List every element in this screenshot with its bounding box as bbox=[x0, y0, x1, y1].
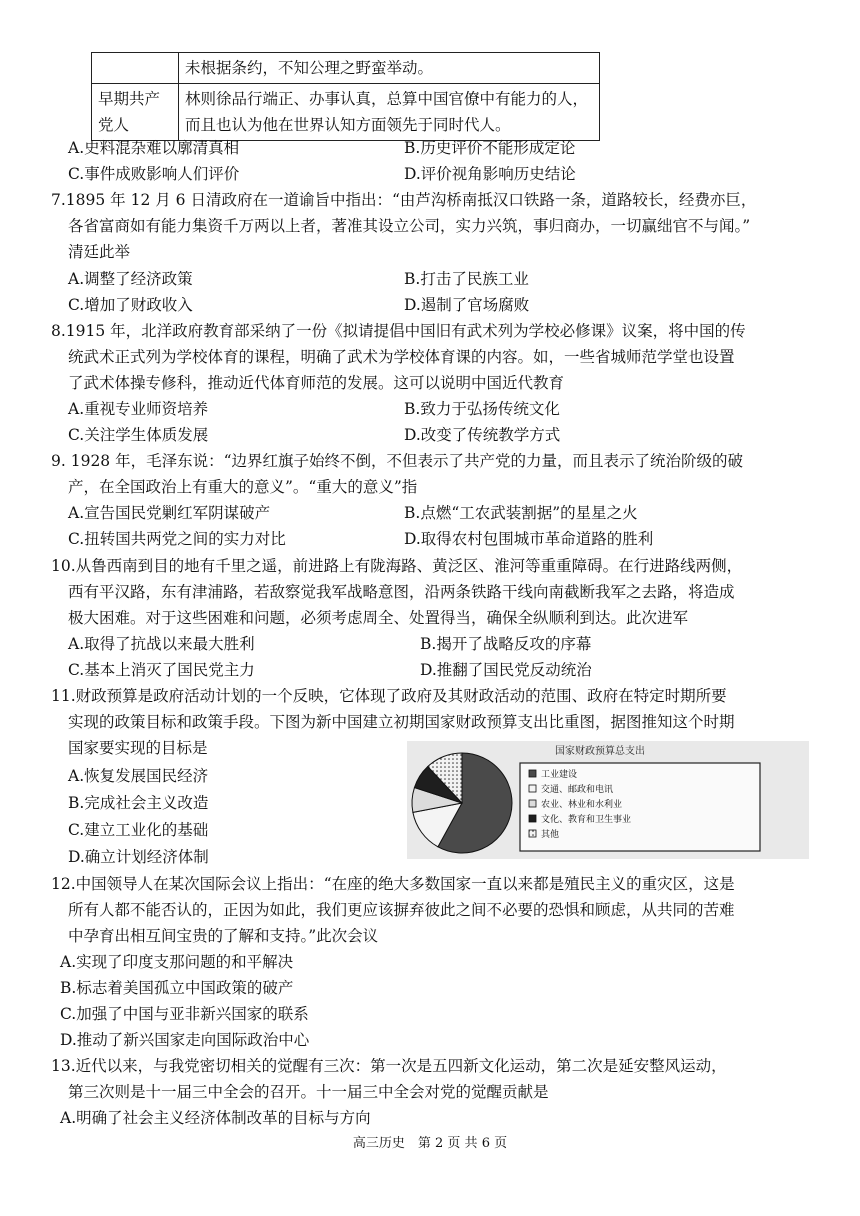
q10-option-d[interactable]: D.推翻了国民党反动统治 bbox=[420, 661, 592, 679]
q8-option-b[interactable]: B.致力于弘扬传统文化 bbox=[404, 400, 560, 418]
q11-option-b[interactable]: B.完成社会主义改造 bbox=[68, 794, 209, 812]
legend-swatch bbox=[529, 830, 536, 837]
q8-stem-line: 统武术正式列为学校体育的课程，明确了武术为学校体育课的内容。如，一些省城师范学堂也设置 bbox=[68, 348, 735, 366]
comparison-table bbox=[91, 52, 600, 141]
q10-stem-line: 极大困难。对于这些困难和问题，必须考虑周全、处置得当，确保全纵顺利到达。此次进军 bbox=[68, 609, 689, 627]
q8-option-d[interactable]: D.改变了传统教学方式 bbox=[404, 426, 561, 444]
q9-stem-line: 9. 1928 年，毛泽东说：“边界红旗子始终不倒，不但表示了共产党的力量，而且表示了统治阶级的破 bbox=[51, 452, 744, 470]
q9-option-a[interactable]: A.宣告国民党剿红军阴谋破产 bbox=[68, 504, 271, 522]
q7-stem-line: 清廷此举 bbox=[68, 243, 131, 261]
table-cell-label: 早期共产党人 bbox=[92, 84, 179, 141]
q13-stem-line: 13.近代以来，与我党密切相关的觉醒有三次：第一次是五四新文化运动，第二次是延安整风运动， bbox=[51, 1057, 727, 1075]
q12-option-b[interactable]: B.标志着美国孤立中国政策的破产 bbox=[60, 979, 294, 997]
budget-pie-chart bbox=[407, 741, 809, 859]
legend-label: 交通、邮政和电讯 bbox=[541, 785, 614, 795]
q12-stem-line: 所有人都不能否认的，正因为如此，我们更应该摒弃彼此之间不必要的恐惧和顾虑，从共同的苦难 bbox=[68, 901, 735, 919]
q10-option-c[interactable]: C.基本上消灭了国民党主力 bbox=[68, 661, 255, 679]
q13-stem-line: 第三次则是十一届三中全会的召开。十一届三中全会对党的觉醒贡献是 bbox=[68, 1083, 549, 1101]
legend-label: 农业、林业和水利业 bbox=[541, 800, 623, 810]
q12-option-c[interactable]: C.加强了中国与亚非新兴国家的联系 bbox=[60, 1005, 309, 1023]
q7-option-c[interactable]: C.增加了财政收入 bbox=[68, 296, 193, 314]
table-cell-text: 林则徐品行端正、办事认真，总算中国官僚中有能力的人，而且也认为他在世界认知方面领先于同时代人。 bbox=[179, 84, 600, 141]
pie-chart-svg bbox=[407, 741, 809, 859]
q6-option-d[interactable]: D.评价视角影响历史结论 bbox=[404, 165, 576, 183]
q7-option-a[interactable]: A.调整了经济政策 bbox=[68, 270, 193, 288]
page-footer: 高三历史 第 2 页 共 6 页 bbox=[352, 1136, 508, 1151]
q7-option-b[interactable]: B.打击了民族工业 bbox=[404, 270, 529, 288]
q12-option-d[interactable]: D.推动了新兴国家走向国际政治中心 bbox=[60, 1031, 310, 1049]
q8-stem-line: 了武术体操专修科，推动近代体育师范的发展。这可以说明中国近代教育 bbox=[68, 374, 565, 392]
chart-title: 国家财政预算总支出 bbox=[555, 746, 645, 757]
table-cell-label bbox=[92, 53, 179, 84]
q7-option-d[interactable]: D.遏制了官场腐败 bbox=[404, 296, 530, 314]
legend-swatch bbox=[529, 800, 536, 807]
legend-label: 工业建设 bbox=[541, 770, 578, 780]
q11-option-a[interactable]: A.恢复发展国民经济 bbox=[68, 767, 209, 785]
q10-option-b[interactable]: B.揭开了战略反攻的序幕 bbox=[420, 635, 592, 653]
q11-option-d[interactable]: D.确立计划经济体制 bbox=[68, 848, 209, 866]
q9-stem-line: 产，在全国政治上有重大的意义”。“重大的意义”指 bbox=[68, 478, 418, 496]
table-row bbox=[92, 53, 600, 84]
q12-stem-line: 中孕育出相互间宝贵的了解和支持。”此次会议 bbox=[68, 927, 379, 945]
legend-label: 其他 bbox=[541, 830, 560, 840]
q10-stem-line: 10.从鲁西南到目的地有千里之遥，前进路上有陇海路、黄泛区、淮河等重重障碍。在行进路线两侧， bbox=[51, 557, 743, 575]
q8-option-c[interactable]: C.关注学生体质发展 bbox=[68, 426, 209, 444]
q8-stem-line: 8.1915 年，北洋政府教育部采纳了一份《拟请提倡中国旧有武术列为学校必修课》议案，将中国的传 bbox=[51, 322, 746, 340]
q7-stem-line: 各省富商如有能力集资千万两以上者，著准其设立公司，实力兴筑，事归商办，一切赢绌官不与闻。” bbox=[68, 217, 751, 235]
q9-option-d[interactable]: D.取得农村包围城市革命道路的胜利 bbox=[404, 530, 654, 548]
legend-swatch bbox=[529, 815, 536, 822]
q12-stem-line: 12.中国领导人在某次国际会议上指出：“在座的绝大多数国家一直以来都是殖民主义的重灾区，这是 bbox=[51, 875, 735, 893]
q11-option-c[interactable]: C.建立工业化的基础 bbox=[68, 821, 209, 839]
legend-swatch bbox=[529, 785, 536, 792]
table-row bbox=[92, 84, 600, 141]
q13-option-a[interactable]: A.明确了社会主义经济体制改革的目标与方向 bbox=[60, 1109, 371, 1127]
q11-stem-line: 国家要实现的目标是 bbox=[68, 739, 208, 757]
q10-stem-line: 西有平汉路，东有津浦路，若敌察觉我军战略意图，沿两条铁路干线向南截断我军之去路，将造成 bbox=[68, 583, 735, 601]
legend-label: 文化、教育和卫生事业 bbox=[541, 815, 632, 825]
legend-swatch bbox=[529, 770, 536, 777]
q6-option-a[interactable]: A.史料混杂难以廓清真相 bbox=[68, 139, 240, 157]
q6-option-c[interactable]: C.事件成败影响人们评价 bbox=[68, 165, 240, 183]
q11-stem-line: 实现的政策目标和政策手段。下图为新中国建立初期国家财政预算支出比重图，据图推知这个时期 bbox=[68, 713, 735, 731]
q11-stem-line: 11.财政预算是政府活动计划的一个反映，它体现了政府及其财政活动的范围、政府在特定时期所要 bbox=[51, 687, 727, 705]
q10-option-a[interactable]: A.取得了抗战以来最大胜利 bbox=[68, 635, 255, 653]
q12-option-a[interactable]: A.实现了印度支那问题的和平解决 bbox=[60, 953, 294, 971]
q7-stem-line: 7.1895 年 12 月 6 日清政府在一道谕旨中指出：“由芦沟桥南抵汉口铁路一条，道路较长，经费亦巨， bbox=[51, 191, 757, 209]
q9-option-c[interactable]: C.扭转国共两党之间的实力对比 bbox=[68, 530, 286, 548]
q8-option-a[interactable]: A.重视专业师资培养 bbox=[68, 400, 209, 418]
q9-option-b[interactable]: B.点燃“工农武装割据”的星星之火 bbox=[404, 504, 638, 522]
table-cell-text: 未根据条约，不知公理之野蛮举动。 bbox=[179, 53, 600, 84]
q6-option-b[interactable]: B.历史评价不能形成定论 bbox=[404, 139, 576, 157]
